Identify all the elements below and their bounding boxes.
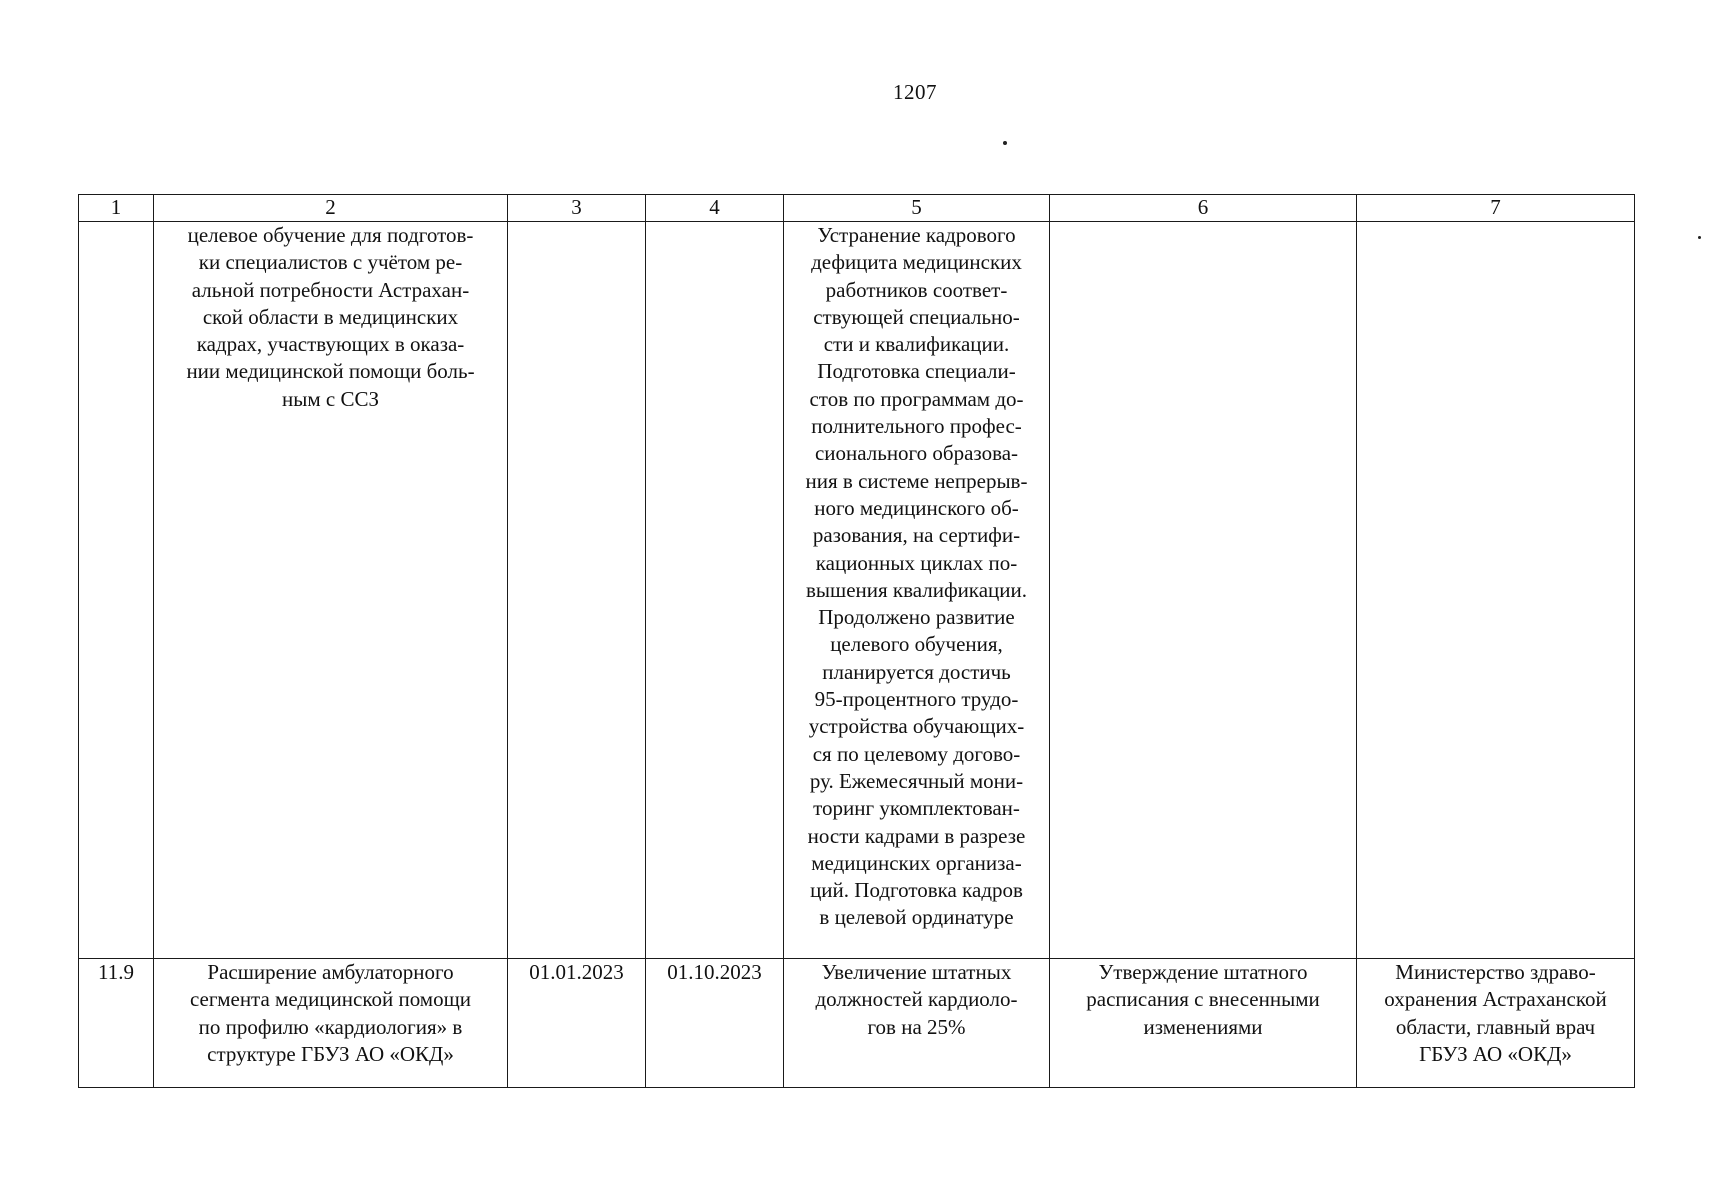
measure-name-cell: Расширение амбулаторного сегмента медицинской помощи по профилю «кардиология» в структуре ГБУЗ АО «ОКД» [154, 959, 508, 1088]
column-number-3: 3 [508, 195, 646, 222]
expected-result-cell: Увеличение штатных должностей кардиоло- гов на 25% [784, 959, 1050, 1088]
scan-speck [1003, 141, 1007, 145]
measure-name-cell: целевое обучение для подготов- ки специалистов с учётом ре- альной потребности Астрахан- ской области в медицинских кадрах, участвующих в оказа- нии медицинской помощи боль- ным с ССЗ [154, 222, 508, 959]
column-number-5: 5 [784, 195, 1050, 222]
table-row [79, 222, 1635, 959]
column-number-1: 1 [79, 195, 154, 222]
start-date-cell: 01.01.2023 [508, 959, 646, 1088]
column-number-2: 2 [154, 195, 508, 222]
control-indicator-cell [1050, 222, 1357, 959]
end-date-cell [646, 222, 784, 959]
page-number: 1207 [893, 80, 937, 104]
row-number-cell [79, 222, 154, 959]
expected-result-cell: Устранение кадрового дефицита медицинских работников соответ- ствующей специально- сти и квалификации. Подготовка специали- стов по программам до- полнительного профес- сионального образова- ния в системе непрерыв- ного медицинского об- разования, на сертифи- кационных циклах по- вышения квалификации. Продолжено развитие целевого обучения, планируется достичь 95-процентного трудо- устройства обучающих- ся по целевому догово- ру. Ежемесячный мони- торинг укомплектован- ности кадрами в разрезе медицинских организа- ций. Подготовка кадров в целевой ординатуре [784, 222, 1050, 959]
responsible-cell: Министерство здраво- охранения Астраханской области, главный врач ГБУЗ АО «ОКД» [1357, 959, 1635, 1088]
start-date-cell [508, 222, 646, 959]
measures-table [78, 194, 1635, 1088]
row-number-cell: 11.9 [79, 959, 154, 1088]
column-number-7: 7 [1357, 195, 1635, 222]
end-date-cell: 01.10.2023 [646, 959, 784, 1088]
table-row [79, 959, 1635, 1088]
column-number-row [79, 195, 1635, 222]
column-number-6: 6 [1050, 195, 1357, 222]
column-number-4: 4 [646, 195, 784, 222]
responsible-cell [1357, 222, 1635, 959]
control-indicator-cell: Утверждение штатного расписания с внесенными изменениями [1050, 959, 1357, 1088]
scan-speck [1698, 236, 1701, 239]
